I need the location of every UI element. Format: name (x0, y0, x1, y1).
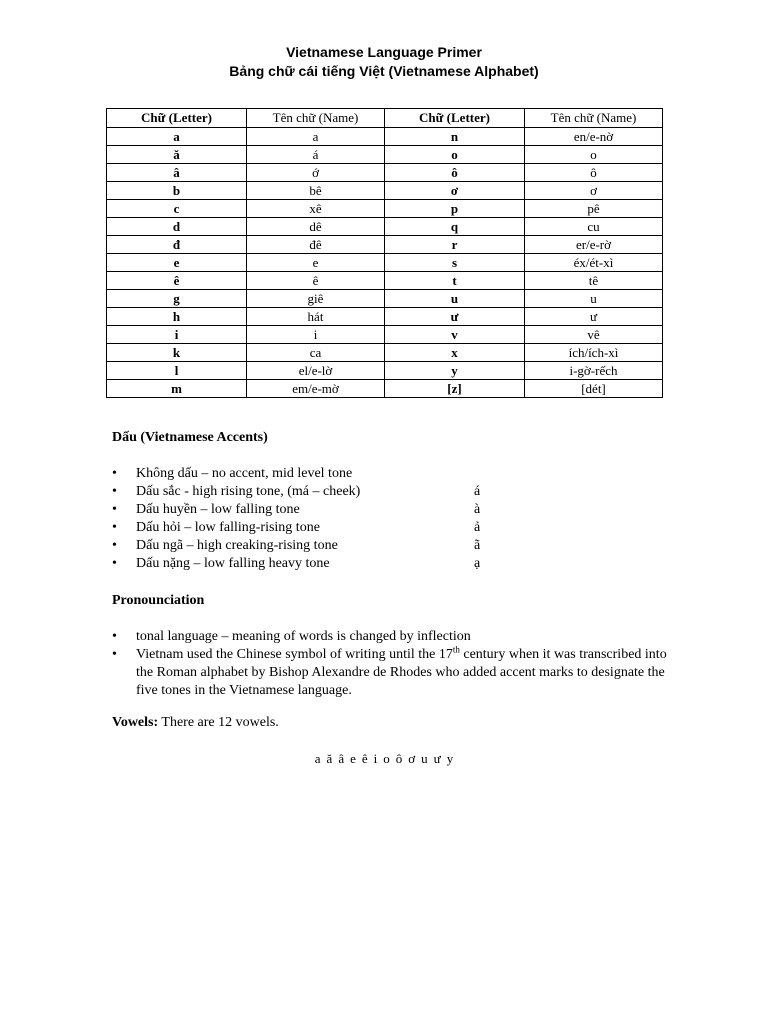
name-cell: cu (525, 218, 663, 236)
name-cell: ích/ích-xì (525, 344, 663, 362)
pronunciation-item-text: century when it was transcribed into the Roman alphabet by Bishop Alexandre de Rhodes who added accent marks to designate the five tones in the Vietnamese language. (136, 647, 667, 698)
letter-cell: g (107, 290, 247, 308)
vowel: ơ (408, 751, 416, 766)
letter-cell: ê (107, 272, 247, 290)
table-row (107, 254, 663, 272)
name-cell: i (247, 326, 385, 344)
accents-heading: Dấu (Vietnamese Accents) (112, 430, 268, 445)
list-item (112, 555, 672, 573)
header-letter: Chữ (Letter) (385, 109, 525, 128)
list-item (112, 519, 672, 537)
table-row (107, 272, 663, 290)
accent-description: Dấu ngã – high creaking-rising tone (136, 538, 338, 553)
name-cell: giê (247, 290, 385, 308)
pronunciation-list (112, 628, 672, 700)
vowel: y (446, 751, 454, 766)
list-item (112, 501, 672, 519)
name-cell: ư (525, 308, 663, 326)
table-row (107, 362, 663, 380)
name-cell: a (247, 128, 385, 146)
letter-cell: v (385, 326, 525, 344)
letter-cell: ơ (385, 182, 525, 200)
vowel: ê (361, 751, 368, 766)
bullet-icon: • (112, 647, 117, 662)
alphabet-table-body (107, 128, 663, 398)
name-cell: o (525, 146, 663, 164)
accent-example: ã (474, 538, 481, 553)
name-cell: bê (247, 182, 385, 200)
letter-cell: n (385, 128, 525, 146)
name-cell: tê (525, 272, 663, 290)
letter-cell: y (385, 362, 525, 380)
vowel: i (373, 751, 378, 766)
pronunciation-item-text: tonal language – meaning of words is changed by inflection (136, 629, 471, 644)
accent-example: á (474, 484, 481, 499)
letter-cell: o (385, 146, 525, 164)
name-cell: ớ (247, 164, 385, 182)
vowels-label: Vowels: (112, 715, 159, 730)
table-row (107, 344, 663, 362)
letter-cell: a (107, 128, 247, 146)
table-row (107, 290, 663, 308)
letter-cell: h (107, 308, 247, 326)
table-row (107, 146, 663, 164)
table-row (107, 380, 663, 398)
accent-example: ả (474, 520, 481, 535)
table-row (107, 218, 663, 236)
list-item (112, 628, 672, 646)
letter-cell: p (385, 200, 525, 218)
letter-cell: c (107, 200, 247, 218)
letter-cell: ô (385, 164, 525, 182)
letter-cell: b (107, 182, 247, 200)
name-cell: vê (525, 326, 663, 344)
name-cell: el/e-lờ (247, 362, 385, 380)
bullet-icon: • (112, 520, 117, 535)
bullet-icon: • (112, 556, 117, 571)
accent-description: Dấu sắc - high rising tone, (má – cheek) (136, 484, 361, 499)
accent-description: Dấu huyền – low falling tone (136, 502, 300, 517)
letter-cell: đ (107, 236, 247, 254)
table-row (107, 182, 663, 200)
name-cell: xê (247, 200, 385, 218)
name-cell: hát (247, 308, 385, 326)
table-row (107, 164, 663, 182)
name-cell: en/e-nờ (525, 128, 663, 146)
document-title: Vietnamese Language Primer (286, 44, 482, 60)
vowel: e (350, 751, 356, 766)
letter-cell: u (385, 290, 525, 308)
vowel: u (421, 751, 428, 766)
letter-cell: s (385, 254, 525, 272)
table-header-row (107, 109, 663, 128)
vowel: ư (433, 751, 441, 766)
name-cell: [dét] (525, 380, 663, 398)
bullet-icon: • (112, 484, 117, 499)
letter-cell: i (107, 326, 247, 344)
vowel-set (0, 751, 768, 767)
bullet-icon: • (112, 502, 117, 517)
bullet-icon: • (112, 538, 117, 553)
name-cell: đê (247, 236, 385, 254)
vowel: o (383, 751, 390, 766)
vowel: a (314, 751, 321, 766)
accents-list (112, 465, 672, 573)
alphabet-table (106, 108, 663, 398)
name-cell: er/e-rờ (525, 236, 663, 254)
name-cell: ơ (525, 182, 663, 200)
accent-description: Dấu hỏi – low falling-rising tone (136, 520, 320, 535)
name-cell: éx/ét-xì (525, 254, 663, 272)
letter-cell: l (107, 362, 247, 380)
header-name: Tên chữ (Name) (247, 109, 385, 128)
name-cell: ô (525, 164, 663, 182)
list-item (112, 465, 672, 483)
pronunciation-heading: Pronounciation (112, 593, 205, 608)
letter-cell: k (107, 344, 247, 362)
bullet-icon: • (112, 466, 117, 481)
accent-description: Dấu nặng – low falling heavy tone (136, 556, 330, 571)
document-subtitle: Bảng chữ cái tiếng Việt (Vietnamese Alphabet) (229, 63, 539, 79)
name-cell: i-gờ-rếch (525, 362, 663, 380)
vowels-text: There are 12 vowels. (158, 715, 279, 730)
letter-cell: d (107, 218, 247, 236)
table-row (107, 200, 663, 218)
list-item (112, 646, 672, 700)
accent-example: ạ (474, 556, 481, 571)
letter-cell: [z] (385, 380, 525, 398)
bullet-icon: • (112, 629, 117, 644)
list-item (112, 537, 672, 555)
name-cell: ca (247, 344, 385, 362)
accent-description: Không dấu – no accent, mid level tone (136, 466, 353, 481)
name-cell: á (247, 146, 385, 164)
vowel: â (338, 751, 345, 766)
letter-cell: â (107, 164, 247, 182)
vowel: ô (395, 751, 403, 766)
header-name: Tên chữ (Name) (525, 109, 663, 128)
superscript: th (452, 644, 460, 655)
letter-cell: ư (385, 308, 525, 326)
header-letter: Chữ (Letter) (107, 109, 247, 128)
name-cell: ê (247, 272, 385, 290)
pronunciation-item-text: Vietnam used the Chinese symbol of writing until the 17 (136, 647, 453, 662)
vowel: ă (326, 751, 333, 766)
list-item (112, 483, 672, 501)
table-row (107, 308, 663, 326)
name-cell: dê (247, 218, 385, 236)
letter-cell: e (107, 254, 247, 272)
name-cell: e (247, 254, 385, 272)
name-cell: u (525, 290, 663, 308)
name-cell: pê (525, 200, 663, 218)
table-row (107, 236, 663, 254)
letter-cell: t (385, 272, 525, 290)
letter-cell: r (385, 236, 525, 254)
vowels-line (112, 715, 279, 731)
name-cell: em/e-mờ (247, 380, 385, 398)
accent-example: à (474, 502, 481, 517)
letter-cell: ă (107, 146, 247, 164)
letter-cell: x (385, 344, 525, 362)
letter-cell: q (385, 218, 525, 236)
letter-cell: m (107, 380, 247, 398)
table-row (107, 326, 663, 344)
table-row (107, 128, 663, 146)
